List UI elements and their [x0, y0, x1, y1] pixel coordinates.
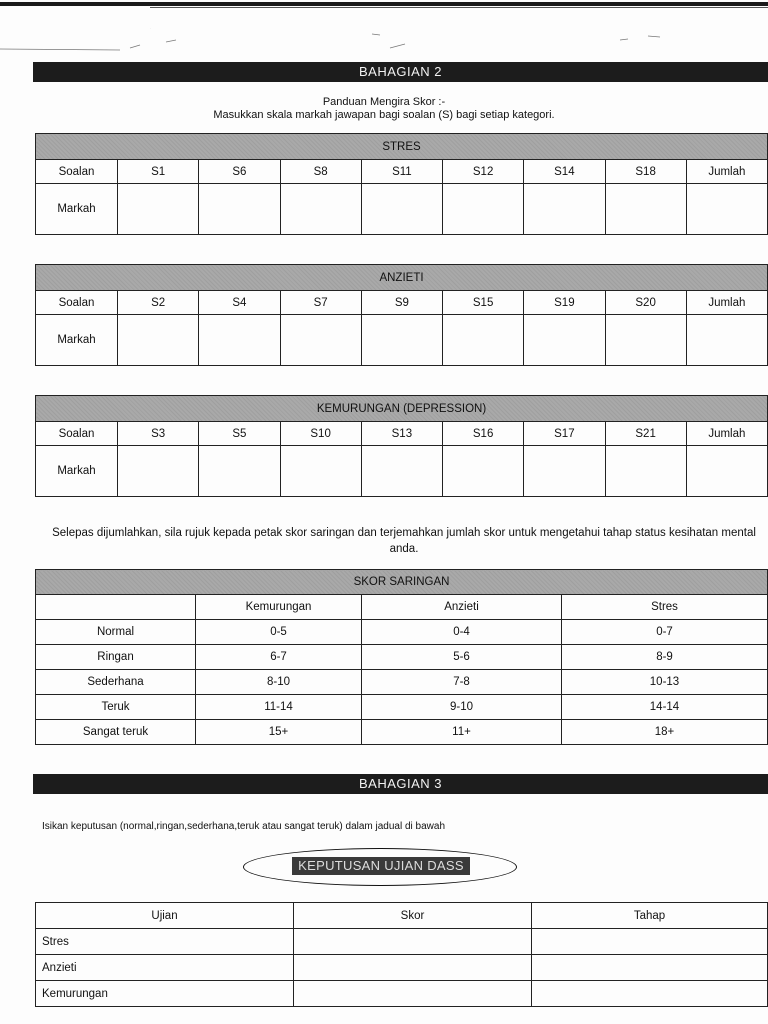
header-cell: Kemurungan — [196, 595, 362, 620]
keputusan-table — [35, 902, 768, 1007]
mark-input-cell[interactable] — [361, 184, 442, 235]
question-cell: S19 — [524, 291, 605, 315]
mark-input-cell[interactable] — [443, 315, 524, 366]
range-cell: 7-8 — [362, 670, 562, 695]
range-cell: 8-10 — [196, 670, 362, 695]
range-cell: 10-13 — [562, 670, 768, 695]
question-cell: S16 — [443, 422, 524, 446]
question-cell: S14 — [524, 160, 605, 184]
question-cell: S13 — [361, 422, 442, 446]
question-cell: S2 — [118, 291, 199, 315]
mark-input-cell[interactable] — [118, 315, 199, 366]
total-header: Jumlah — [686, 160, 767, 184]
question-cell: S1 — [118, 160, 199, 184]
table-title: ANZIETI — [36, 265, 768, 291]
scan-top-line — [150, 7, 768, 8]
question-cell: S11 — [361, 160, 442, 184]
question-cell: S3 — [118, 422, 199, 446]
range-cell: 15+ — [196, 720, 362, 745]
scan-noise — [0, 28, 768, 58]
question-cell: S18 — [605, 160, 686, 184]
row-label-markah: Markah — [36, 315, 118, 366]
section-bar-bahagian-3 — [33, 774, 768, 794]
range-cell: 0-4 — [362, 620, 562, 645]
mark-input-cell[interactable] — [280, 315, 361, 366]
level-label: Sederhana — [36, 670, 196, 695]
level-label: Sangat teruk — [36, 720, 196, 745]
question-cell: S8 — [280, 160, 361, 184]
question-cell: S15 — [443, 291, 524, 315]
mark-input-cell[interactable] — [280, 184, 361, 235]
mark-input-cell[interactable] — [361, 446, 442, 497]
range-cell: 11+ — [362, 720, 562, 745]
mark-input-cell[interactable] — [443, 446, 524, 497]
test-label: Stres — [36, 929, 294, 955]
score-input-cell[interactable] — [294, 955, 532, 981]
range-cell: 14-14 — [562, 695, 768, 720]
anzieti-table — [35, 264, 768, 366]
guide-text: Masukkan skala markah jawapan bagi soalan (S) bagi setiap kategori. — [213, 109, 555, 121]
score-input-cell[interactable] — [294, 981, 532, 1007]
table-title: SKOR SARINGAN — [36, 570, 768, 595]
range-cell: 9-10 — [362, 695, 562, 720]
table-title: STRES — [36, 134, 768, 160]
range-cell: 11-14 — [196, 695, 362, 720]
total-input-cell[interactable] — [686, 446, 767, 497]
range-cell: 5-6 — [362, 645, 562, 670]
question-cell: S17 — [524, 422, 605, 446]
badge-label: KEPUTUSAN UJIAN DASS — [292, 857, 470, 875]
skor-saringan-table — [35, 569, 768, 745]
row-label-soalan: Soalan — [36, 160, 118, 184]
mark-input-cell[interactable] — [524, 446, 605, 497]
mark-input-cell[interactable] — [118, 184, 199, 235]
range-cell: 0-5 — [196, 620, 362, 645]
level-label: Normal — [36, 620, 196, 645]
scan-top-border — [0, 2, 768, 6]
mark-input-cell[interactable] — [605, 315, 686, 366]
mark-input-cell[interactable] — [605, 184, 686, 235]
range-cell: 0-7 — [562, 620, 768, 645]
guide-heading: Panduan Mengira Skor :- — [322, 96, 446, 108]
kemurungan-table — [35, 395, 768, 497]
section-title: BAHAGIAN 3 — [358, 776, 443, 791]
mark-input-cell[interactable] — [443, 184, 524, 235]
mark-input-cell[interactable] — [199, 446, 280, 497]
decision-instruction: Isikan keputusan (normal,ringan,sederhana,teruk atau sangat teruk) dalam jadual di bawah — [42, 821, 446, 832]
row-label-soalan: Soalan — [36, 291, 118, 315]
question-cell: S5 — [199, 422, 280, 446]
question-cell: S10 — [280, 422, 361, 446]
test-label: Anzieti — [36, 955, 294, 981]
row-label-markah: Markah — [36, 184, 118, 235]
range-cell: 18+ — [562, 720, 768, 745]
total-input-cell[interactable] — [686, 184, 767, 235]
test-label: Kemurungan — [36, 981, 294, 1007]
score-instruction: Selepas dijumlahkan, sila rujuk kepada petak skor saringan dan terjemahkan jumlah skor untuk mengetahui tahap status kesihatan mental anda. — [52, 527, 756, 555]
table-title: KEMURUNGAN (DEPRESSION) — [36, 396, 768, 422]
mark-input-cell[interactable] — [524, 184, 605, 235]
header-cell: Ujian — [36, 903, 294, 929]
total-header: Jumlah — [686, 291, 767, 315]
header-cell: Stres — [562, 595, 768, 620]
question-cell: S12 — [443, 160, 524, 184]
section-bar-bahagian-2 — [33, 62, 768, 82]
level-input-cell[interactable] — [532, 981, 768, 1007]
question-cell: S9 — [361, 291, 442, 315]
question-cell: S4 — [199, 291, 280, 315]
header-cell: Anzieti — [362, 595, 562, 620]
mark-input-cell[interactable] — [361, 315, 442, 366]
question-cell: S6 — [199, 160, 280, 184]
stres-table — [35, 133, 768, 235]
range-cell: 8-9 — [562, 645, 768, 670]
question-cell: S20 — [605, 291, 686, 315]
mark-input-cell[interactable] — [199, 315, 280, 366]
question-cell: S7 — [280, 291, 361, 315]
score-input-cell[interactable] — [294, 929, 532, 955]
header-cell: Skor — [294, 903, 532, 929]
level-input-cell[interactable] — [532, 929, 768, 955]
section-title: BAHAGIAN 2 — [358, 64, 443, 79]
range-cell: 6-7 — [196, 645, 362, 670]
mark-input-cell[interactable] — [118, 446, 199, 497]
header-cell: Tahap — [532, 903, 768, 929]
total-header: Jumlah — [686, 422, 767, 446]
row-label-soalan: Soalan — [36, 422, 118, 446]
total-input-cell[interactable] — [686, 315, 767, 366]
mark-input-cell[interactable] — [280, 446, 361, 497]
mark-input-cell[interactable] — [524, 315, 605, 366]
level-input-cell[interactable] — [532, 955, 768, 981]
level-label: Teruk — [36, 695, 196, 720]
mark-input-cell[interactable] — [605, 446, 686, 497]
mark-input-cell[interactable] — [199, 184, 280, 235]
question-cell: S21 — [605, 422, 686, 446]
level-label: Ringan — [36, 645, 196, 670]
row-label-markah: Markah — [36, 446, 118, 497]
header-cell — [36, 595, 196, 620]
